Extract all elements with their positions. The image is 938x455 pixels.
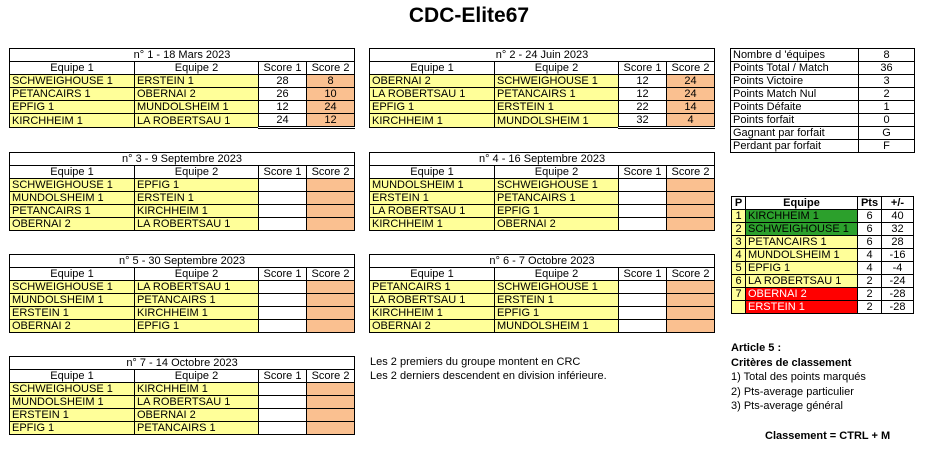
ranking-row <box>732 223 914 236</box>
parameter-value[interactable]: 8 <box>859 49 915 62</box>
team-1-cell[interactable]: PETANCAIRS 1 <box>10 205 135 218</box>
criterion-item: 1) Total des points marqués <box>731 371 866 383</box>
round-title-row <box>10 255 355 268</box>
score-1-cell[interactable]: 12 <box>619 88 667 101</box>
rank-team: ERSTEIN 1 <box>746 301 858 314</box>
round-title: n° 7 - 14 Octobre 2023 <box>10 357 355 370</box>
score-2-cell[interactable] <box>667 294 715 307</box>
header-team1: Equipe 1 <box>370 62 495 75</box>
team-2-cell[interactable]: ERSTEIN 1 <box>495 294 619 307</box>
score-1-cell[interactable]: 28 <box>259 75 307 88</box>
rank-header-diff: +/- <box>882 197 914 210</box>
round-table <box>369 48 715 129</box>
round-title-row <box>370 153 715 166</box>
score-1-cell[interactable] <box>259 218 307 231</box>
header-team1: Equipe 1 <box>10 62 135 75</box>
score-2-cell[interactable] <box>667 205 715 218</box>
score-1-cell[interactable] <box>619 179 667 192</box>
match-row <box>10 396 355 409</box>
score-2-cell[interactable]: 24 <box>667 75 715 88</box>
team-2-cell[interactable]: LA ROBERTSAU 1 <box>135 218 259 231</box>
match-row <box>370 101 715 114</box>
team-1-cell[interactable]: OBERNAI 2 <box>370 75 495 88</box>
team-2-cell[interactable]: PETANCAIRS 1 <box>495 88 619 101</box>
header-team2: Equipe 2 <box>135 268 259 281</box>
round-title: n° 5 - 30 Septembre 2023 <box>10 255 355 268</box>
score-2-cell[interactable] <box>307 320 355 333</box>
rank-team: MUNDOLSHEIM 1 <box>746 249 858 262</box>
parameter-value[interactable]: 2 <box>859 88 915 101</box>
team-2-cell[interactable]: OBERNAI 2 <box>135 88 259 101</box>
score-2-cell[interactable] <box>667 281 715 294</box>
score-1-cell[interactable] <box>259 409 307 422</box>
parameter-row <box>731 62 915 75</box>
parameter-label: Points Total / Match <box>731 62 859 75</box>
header-team2: Equipe 2 <box>135 370 259 383</box>
score-2-cell[interactable] <box>307 218 355 231</box>
ranking-row <box>732 236 914 249</box>
header-team2: Equipe 2 <box>495 268 619 281</box>
score-2-cell[interactable] <box>307 281 355 294</box>
header-team2: Equipe 2 <box>495 62 619 75</box>
team-1-cell[interactable]: EPFIG 1 <box>10 101 135 114</box>
parameter-row <box>731 88 915 101</box>
rank-team: LA ROBERTSAU 1 <box>746 275 858 288</box>
rank-points: 6 <box>858 236 882 249</box>
parameter-label: Points Victoire <box>731 75 859 88</box>
match-row <box>370 294 715 307</box>
score-1-cell[interactable] <box>619 294 667 307</box>
round-header-row <box>370 62 715 75</box>
team-2-cell[interactable]: EPFIG 1 <box>135 320 259 333</box>
score-2-cell[interactable] <box>307 383 355 396</box>
team-2-cell[interactable]: PETANCAIRS 1 <box>135 294 259 307</box>
article-title: Article 5 : <box>731 342 782 354</box>
match-row <box>370 192 715 205</box>
rank-team: EPFIG 1 <box>746 262 858 275</box>
ranking-row <box>732 210 914 223</box>
score-1-cell[interactable]: 22 <box>619 101 667 114</box>
round-header-row <box>370 268 715 281</box>
team-1-cell[interactable]: MUNDOLSHEIM 1 <box>370 179 495 192</box>
score-2-cell[interactable]: 4 <box>667 114 715 128</box>
team-2-cell[interactable]: ERSTEIN 1 <box>495 101 619 114</box>
match-row <box>10 294 355 307</box>
round-table <box>9 254 355 333</box>
score-1-cell[interactable] <box>259 320 307 333</box>
score-2-cell[interactable] <box>667 179 715 192</box>
ranking-row <box>732 288 914 301</box>
match-row <box>370 179 715 192</box>
round-title: n° 2 - 24 Juin 2023 <box>370 49 715 62</box>
team-1-cell[interactable]: PETANCAIRS 1 <box>10 88 135 101</box>
rank-diff: -4 <box>882 262 914 275</box>
score-1-cell[interactable] <box>259 281 307 294</box>
parameter-row <box>731 49 915 62</box>
team-1-cell[interactable]: KIRCHHEIM 1 <box>370 307 495 320</box>
team-1-cell[interactable]: SCHWEIGHOUSE 1 <box>10 179 135 192</box>
team-1-cell[interactable]: LA ROBERTSAU 1 <box>370 88 495 101</box>
ranking-row <box>732 301 914 314</box>
header-score1: Score 1 <box>259 166 307 179</box>
header-score2: Score 2 <box>667 268 715 281</box>
rank-diff: -28 <box>882 288 914 301</box>
team-2-cell[interactable]: OBERNAI 2 <box>495 218 619 231</box>
article-5 <box>731 341 866 414</box>
criterion-item: 3) Pts-average général <box>731 400 843 412</box>
match-row <box>10 409 355 422</box>
rank-diff: 32 <box>882 223 914 236</box>
score-2-cell[interactable]: 10 <box>307 88 355 101</box>
header-score2: Score 2 <box>307 62 355 75</box>
team-2-cell[interactable]: KIRCHHEIM 1 <box>135 307 259 320</box>
score-2-cell[interactable] <box>307 192 355 205</box>
score-2-cell[interactable] <box>667 192 715 205</box>
rank-diff: 40 <box>882 210 914 223</box>
header-score1: Score 1 <box>619 62 667 75</box>
team-2-cell[interactable]: KIRCHHEIM 1 <box>135 383 259 396</box>
score-1-cell[interactable] <box>259 294 307 307</box>
rank-points: 2 <box>858 288 882 301</box>
match-row <box>10 218 355 231</box>
team-2-cell[interactable]: SCHWEIGHOUSE 1 <box>495 281 619 294</box>
match-row <box>10 320 355 333</box>
parameters-table <box>730 48 915 153</box>
round-title: n° 4 - 16 Septembre 2023 <box>370 153 715 166</box>
team-2-cell[interactable]: PETANCAIRS 1 <box>495 192 619 205</box>
parameter-label: Points Match Nul <box>731 88 859 101</box>
criterion-item: 2) Pts-average particulier <box>731 385 854 398</box>
team-1-cell[interactable]: KIRCHHEIM 1 <box>10 114 135 128</box>
ranking-row <box>732 275 914 288</box>
rank-diff: -28 <box>882 301 914 314</box>
team-1-cell[interactable]: PETANCAIRS 1 <box>370 281 495 294</box>
parameter-value[interactable]: 3 <box>859 75 915 88</box>
score-1-cell[interactable] <box>619 192 667 205</box>
team-2-cell[interactable]: SCHWEIGHOUSE 1 <box>495 75 619 88</box>
team-1-cell[interactable]: ERSTEIN 1 <box>10 307 135 320</box>
ranking-header-row <box>732 197 914 210</box>
score-2-cell[interactable] <box>307 409 355 422</box>
score-2-cell[interactable] <box>307 294 355 307</box>
round-table <box>9 152 355 231</box>
score-2-cell[interactable] <box>667 307 715 320</box>
rank-position: 2 <box>732 223 746 236</box>
team-2-cell[interactable]: EPFIG 1 <box>495 307 619 320</box>
rank-position <box>732 301 746 314</box>
team-1-cell[interactable]: ERSTEIN 1 <box>370 192 495 205</box>
match-row <box>370 114 715 128</box>
round-table <box>9 48 355 129</box>
header-score1: Score 1 <box>259 370 307 383</box>
team-1-cell[interactable]: EPFIG 1 <box>10 422 135 435</box>
header-team2: Equipe 2 <box>135 62 259 75</box>
round-title-row <box>370 255 715 268</box>
team-2-cell[interactable]: MUNDOLSHEIM 1 <box>135 101 259 114</box>
score-2-cell[interactable]: 8 <box>307 75 355 88</box>
parameter-row <box>731 101 915 114</box>
header-score2: Score 2 <box>307 268 355 281</box>
score-2-cell[interactable] <box>307 179 355 192</box>
header-score1: Score 1 <box>619 166 667 179</box>
score-2-cell[interactable] <box>307 205 355 218</box>
team-1-cell[interactable]: LA ROBERTSAU 1 <box>370 294 495 307</box>
score-1-cell[interactable] <box>259 383 307 396</box>
team-2-cell[interactable]: LA ROBERTSAU 1 <box>135 114 259 128</box>
team-1-cell[interactable]: EPFIG 1 <box>370 101 495 114</box>
team-2-cell[interactable]: LA ROBERTSAU 1 <box>135 396 259 409</box>
header-team1: Equipe 1 <box>10 166 135 179</box>
rank-points: 4 <box>858 262 882 275</box>
match-row <box>10 101 355 114</box>
team-1-cell[interactable]: SCHWEIGHOUSE 1 <box>10 75 135 88</box>
round-title: n° 3 - 9 Septembre 2023 <box>10 153 355 166</box>
ranking-row <box>732 249 914 262</box>
page-title: CDC-Elite67 <box>408 4 530 27</box>
score-1-cell[interactable] <box>619 205 667 218</box>
rank-team: SCHWEIGHOUSE 1 <box>746 223 858 236</box>
score-2-cell[interactable]: 12 <box>307 114 355 128</box>
rank-diff: 28 <box>882 236 914 249</box>
header-team1: Equipe 1 <box>10 370 135 383</box>
score-1-cell[interactable] <box>619 320 667 333</box>
parameter-row <box>731 75 915 88</box>
parameter-label: Perdant par forfait <box>731 140 859 153</box>
round-title-row <box>10 357 355 370</box>
team-1-cell[interactable]: OBERNAI 2 <box>10 218 135 231</box>
rank-points: 6 <box>858 210 882 223</box>
parameter-value[interactable]: F <box>859 140 915 153</box>
rank-points: 2 <box>858 275 882 288</box>
match-row <box>370 205 715 218</box>
rank-header-pos: P <box>732 197 746 210</box>
score-1-cell[interactable]: 26 <box>259 88 307 101</box>
header-score1: Score 1 <box>259 268 307 281</box>
rank-position: 1 <box>732 210 746 223</box>
rank-points: 6 <box>858 223 882 236</box>
match-row <box>370 88 715 101</box>
team-2-cell[interactable]: EPFIG 1 <box>135 179 259 192</box>
team-2-cell[interactable]: ERSTEIN 1 <box>135 192 259 205</box>
score-1-cell[interactable] <box>259 179 307 192</box>
score-1-cell[interactable] <box>259 396 307 409</box>
header-score2: Score 2 <box>667 166 715 179</box>
round-header-row <box>10 62 355 75</box>
round-title-row <box>10 49 355 62</box>
match-row <box>10 383 355 396</box>
article-subtitle: Critères de classement <box>731 356 852 369</box>
round-header-row <box>10 166 355 179</box>
rank-points: 2 <box>858 301 882 314</box>
ranking-shortcut: Classement = CTRL + M <box>765 430 891 442</box>
score-2-cell[interactable]: 24 <box>307 101 355 114</box>
round-header-row <box>370 166 715 179</box>
team-1-cell[interactable]: MUNDOLSHEIM 1 <box>10 396 135 409</box>
score-1-cell[interactable]: 24 <box>259 114 307 128</box>
header-score2: Score 2 <box>307 166 355 179</box>
team-1-cell[interactable]: KIRCHHEIM 1 <box>370 114 495 128</box>
rank-position: 4 <box>732 249 746 262</box>
score-1-cell[interactable]: 12 <box>259 101 307 114</box>
rank-header-team: Equipe <box>746 197 858 210</box>
score-2-cell[interactable] <box>667 320 715 333</box>
score-1-cell[interactable] <box>259 205 307 218</box>
ranking-row <box>732 262 914 275</box>
team-1-cell[interactable]: LA ROBERTSAU 1 <box>370 205 495 218</box>
score-1-cell[interactable] <box>259 192 307 205</box>
team-1-cell[interactable]: OBERNAI 2 <box>10 320 135 333</box>
round-title: n° 1 - 18 Mars 2023 <box>10 49 355 62</box>
header-team2: Equipe 2 <box>495 166 619 179</box>
team-1-cell[interactable]: SCHWEIGHOUSE 1 <box>10 281 135 294</box>
team-2-cell[interactable]: ERSTEIN 1 <box>135 75 259 88</box>
header-team1: Equipe 1 <box>370 268 495 281</box>
rank-position: 3 <box>732 236 746 249</box>
rank-team: PETANCAIRS 1 <box>746 236 858 249</box>
score-2-cell[interactable] <box>307 422 355 435</box>
team-2-cell[interactable]: LA ROBERTSAU 1 <box>135 281 259 294</box>
score-1-cell[interactable]: 32 <box>619 114 667 128</box>
parameter-value[interactable]: 36 <box>859 62 915 75</box>
header-team1: Equipe 1 <box>10 268 135 281</box>
team-1-cell[interactable]: SCHWEIGHOUSE 1 <box>10 383 135 396</box>
score-1-cell[interactable] <box>259 422 307 435</box>
parameter-label: Points Défaite <box>731 101 859 114</box>
score-2-cell[interactable] <box>307 396 355 409</box>
round-title-row <box>10 153 355 166</box>
header-score1: Score 1 <box>259 62 307 75</box>
relegation-note: Les 2 derniers descendent en division inférieure. <box>370 370 607 382</box>
round-table <box>369 254 715 333</box>
match-row <box>10 179 355 192</box>
team-1-cell[interactable]: MUNDOLSHEIM 1 <box>10 294 135 307</box>
team-1-cell[interactable]: MUNDOLSHEIM 1 <box>10 192 135 205</box>
team-2-cell[interactable]: EPFIG 1 <box>495 205 619 218</box>
round-table <box>9 356 355 435</box>
score-1-cell[interactable] <box>619 218 667 231</box>
rank-header-pts: Pts <box>858 197 882 210</box>
match-row <box>370 320 715 333</box>
team-2-cell[interactable]: MUNDOLSHEIM 1 <box>495 114 619 128</box>
match-row <box>10 75 355 88</box>
header-score1: Score 1 <box>619 268 667 281</box>
match-row <box>370 218 715 231</box>
parameter-row <box>731 140 915 153</box>
header-score2: Score 2 <box>667 62 715 75</box>
team-1-cell[interactable]: OBERNAI 2 <box>370 320 495 333</box>
round-header-row <box>10 268 355 281</box>
parameter-value[interactable]: 1 <box>859 101 915 114</box>
score-1-cell[interactable] <box>619 281 667 294</box>
team-2-cell[interactable]: PETANCAIRS 1 <box>135 422 259 435</box>
match-row <box>10 192 355 205</box>
round-title-row <box>370 49 715 62</box>
header-team2: Equipe 2 <box>135 166 259 179</box>
rank-points: 4 <box>858 249 882 262</box>
round-title: n° 6 - 7 Octobre 2023 <box>370 255 715 268</box>
score-1-cell[interactable]: 12 <box>619 75 667 88</box>
ranking-table <box>731 196 914 314</box>
rank-position: 5 <box>732 262 746 275</box>
rank-position: 6 <box>732 275 746 288</box>
score-2-cell[interactable]: 14 <box>667 101 715 114</box>
rank-diff: -16 <box>882 249 914 262</box>
parameter-row <box>731 127 915 140</box>
header-team1: Equipe 1 <box>370 166 495 179</box>
team-2-cell[interactable]: SCHWEIGHOUSE 1 <box>495 179 619 192</box>
score-2-cell[interactable]: 24 <box>667 88 715 101</box>
match-row <box>10 88 355 101</box>
match-row <box>10 422 355 435</box>
rank-team: KIRCHHEIM 1 <box>746 210 858 223</box>
round-header-row <box>10 370 355 383</box>
parameter-row <box>731 114 915 127</box>
match-row <box>10 281 355 294</box>
team-2-cell[interactable]: KIRCHHEIM 1 <box>135 205 259 218</box>
promotion-note: Les 2 premiers du groupe montent en CRC <box>370 356 581 368</box>
team-2-cell[interactable]: MUNDOLSHEIM 1 <box>495 320 619 333</box>
team-1-cell[interactable]: ERSTEIN 1 <box>10 409 135 422</box>
match-row <box>10 205 355 218</box>
parameter-label: Nombre d 'équipes <box>731 49 859 62</box>
score-2-cell[interactable] <box>667 218 715 231</box>
rank-position: 7 <box>732 288 746 301</box>
rank-diff: -24 <box>882 275 914 288</box>
header-score2: Score 2 <box>307 370 355 383</box>
parameter-value[interactable]: G <box>859 127 915 140</box>
match-row <box>10 307 355 320</box>
parameter-label: Points forfait <box>731 114 859 127</box>
team-1-cell[interactable]: KIRCHHEIM 1 <box>370 218 495 231</box>
match-row <box>370 75 715 88</box>
rank-team: OBERNAI 2 <box>746 288 858 301</box>
score-2-cell[interactable] <box>307 307 355 320</box>
parameter-value[interactable]: 0 <box>859 114 915 127</box>
match-row <box>370 281 715 294</box>
team-2-cell[interactable]: OBERNAI 2 <box>135 409 259 422</box>
parameter-label: Gagnant par forfait <box>731 127 859 140</box>
match-row <box>10 114 355 128</box>
match-row <box>370 307 715 320</box>
score-1-cell[interactable] <box>259 307 307 320</box>
group-notes <box>370 355 607 383</box>
round-table <box>369 152 715 231</box>
score-1-cell[interactable] <box>619 307 667 320</box>
